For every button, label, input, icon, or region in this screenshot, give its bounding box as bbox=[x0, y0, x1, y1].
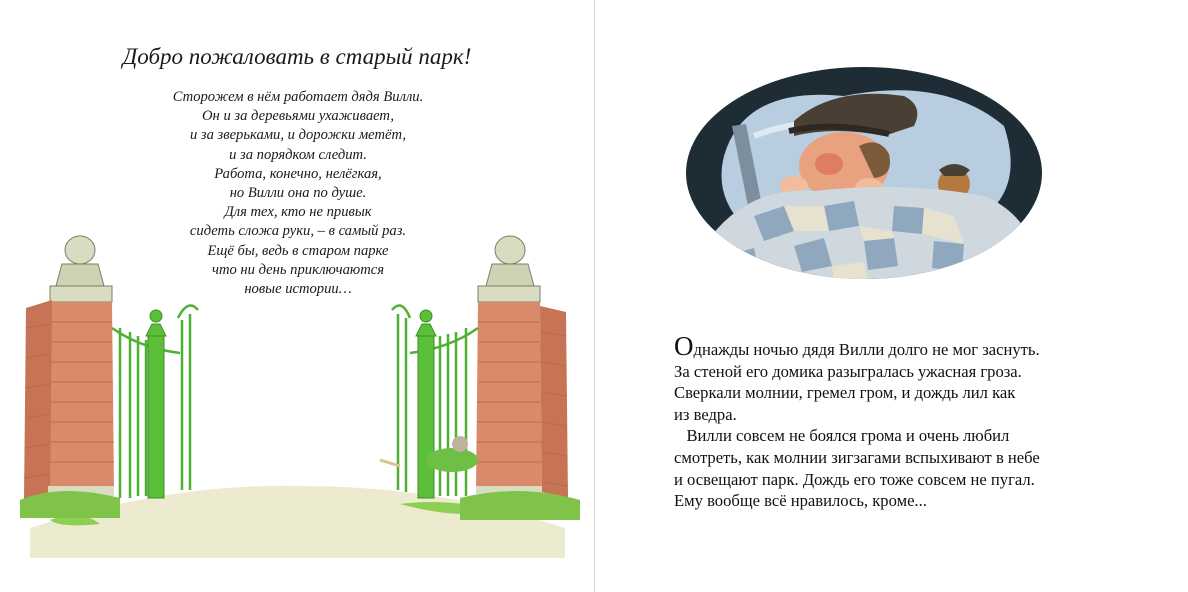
story-line: днажды ночью дядя Вилли долго не мог заснуть. bbox=[693, 340, 1040, 359]
story-first-line bbox=[674, 331, 1154, 361]
story-line: Ему вообще всё нравилось, кроме... bbox=[674, 491, 927, 511]
right-pillar-ball bbox=[495, 236, 525, 264]
park-gate-illustration bbox=[20, 228, 580, 558]
story-text bbox=[674, 331, 1154, 512]
drop-cap: О bbox=[674, 331, 694, 361]
poem-line: но Вилли она по душе. bbox=[229, 185, 367, 202]
sleeping-willy-illustration bbox=[684, 66, 1044, 281]
poem-line: новые истории… bbox=[244, 281, 352, 298]
left-gate-post bbox=[148, 336, 164, 498]
book-spine bbox=[594, 0, 595, 592]
poem-line: Сторожем в нём работает дядя Вилли. bbox=[172, 89, 424, 105]
poem-line: и за зверьками, и дорожки метёт, bbox=[189, 127, 407, 144]
poem-line: Для тех, кто не привык bbox=[224, 204, 372, 221]
poem-line: что ни день приключаются bbox=[211, 261, 385, 278]
creature-in-bushes bbox=[426, 448, 478, 472]
page-title: Добро пожаловать в старый парк! bbox=[122, 44, 472, 69]
story-line: Вилли совсем не боялся грома и очень любил bbox=[674, 426, 1010, 446]
poem-line: Ещё бы, ведь в старом парке bbox=[207, 242, 389, 259]
right-gate-post bbox=[418, 336, 434, 498]
right-page bbox=[596, 0, 1188, 592]
left-pillar-ball bbox=[65, 236, 95, 264]
poem-line: сидеть сложа руки, – в самый раз. bbox=[189, 223, 407, 240]
poem-line: Работа, конечно, нелёгкая, bbox=[214, 165, 382, 182]
story-line: и освещают парк. Дождь его тоже совсем не пугал. bbox=[674, 469, 1035, 489]
story-line: смотреть, как молнии зигзагами вспыхивают в небе bbox=[674, 447, 1040, 467]
story-line: Сверкали молнии, гремел гром, и дождь лил как bbox=[674, 383, 1016, 403]
story-line: из ведра. bbox=[674, 404, 737, 424]
poem-line: Он и за деревьями ухаживает, bbox=[202, 108, 394, 125]
story-line: За стеной его домика разыгралась ужасная гроза. bbox=[674, 361, 1022, 381]
poem-line: и за порядком следит. bbox=[229, 146, 367, 163]
